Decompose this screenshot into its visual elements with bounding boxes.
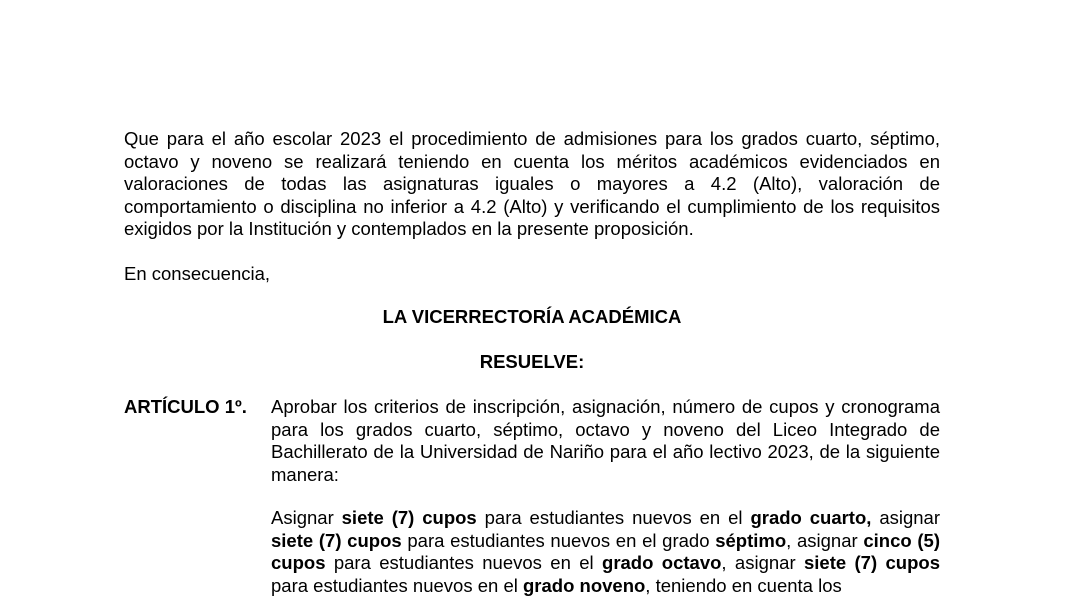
assign-text: para estudiantes nuevos en el <box>325 552 603 573</box>
assign-bold: siete (7) cupos <box>271 529 402 551</box>
assignment-paragraph <box>271 507 940 597</box>
article-text: Aprobar los criterios de inscripción, asignación, número de cupos y cronograma para los grados cuarto, séptimo, octavo y noveno del Liceo Integrado de Bachillerato de la Universidad de Nariño para el año lectivo 2023, de la siguiente manera: <box>271 396 940 485</box>
assign-text: , asignar <box>721 552 804 573</box>
assign-bold: séptimo <box>715 529 787 551</box>
consequence-paragraph: En consecuencia, <box>124 263 271 284</box>
assign-text: , asignar <box>786 529 864 551</box>
article-label: ARTÍCULO 1º. <box>124 396 247 417</box>
assign-text: , teniendo en cuenta los <box>645 574 842 596</box>
assign-bold: cinco (5) cupos <box>271 529 940 573</box>
intro-paragraph: Que para el año escolar 2023 el procedimiento de admisiones para los grados cuarto, séptimo, octavo y noveno se realizará teniendo en cuenta los méritos académicos evidenciados en valoraciones de todas las asignaturas iguales o mayores a 4.2 (Alto), valoración de comportamiento o disciplina no inferior a 4.2 (Alto) y verificando el cumplimiento de los requisitos exigidos por la Institución y contemplados en la presente proposición. <box>124 128 940 239</box>
assign-bold: grado octavo <box>602 552 722 573</box>
assign-text: Asignar <box>271 507 342 528</box>
resolve-heading: RESUELVE: <box>479 351 585 372</box>
assign-text: para estudiantes nuevos en el <box>271 574 523 596</box>
section-heading: LA VICERRECTORÍA ACADÉMICA <box>382 306 682 327</box>
assign-text: para estudiantes nuevos en el grado <box>401 529 716 551</box>
assign-bold: grado noveno <box>522 574 646 596</box>
assign-bold: siete (7) cupos <box>803 552 940 573</box>
assign-bold: siete (7) cupos <box>341 507 477 528</box>
assign-bold: grado cuarto, <box>750 507 872 528</box>
assign-text: para estudiantes nuevos en el <box>476 507 751 528</box>
assign-text: asignar <box>871 507 941 528</box>
